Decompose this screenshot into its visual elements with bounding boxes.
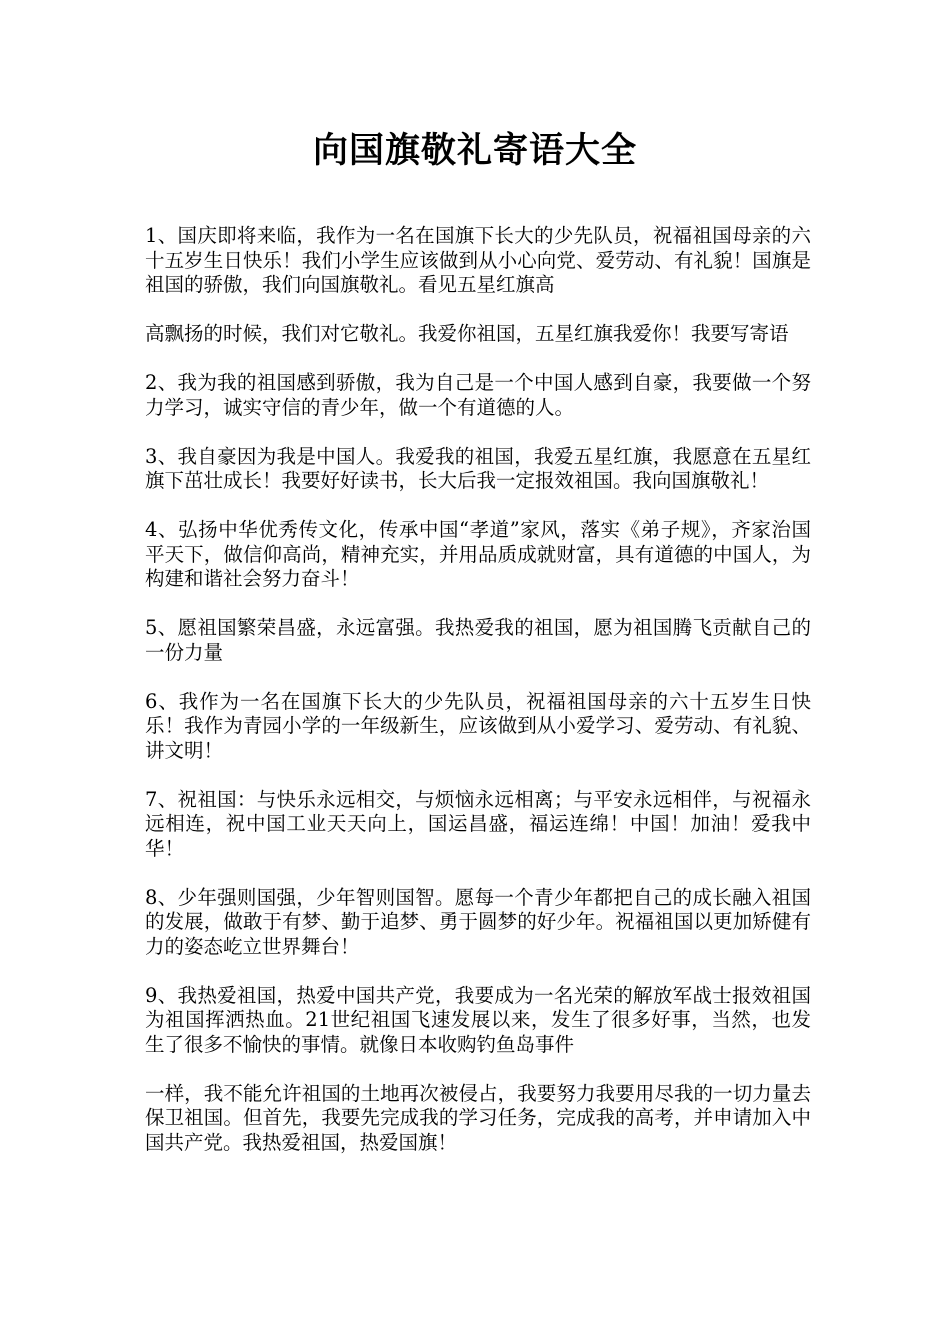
paragraph: 3、我自豪因为我是中国人。我爱我的祖国，我爱五星红旗，我愿意在五星红旗下茁壮成长！我要好好读书，长大后我一定报效祖国。我向国旗敬礼！ xyxy=(145,444,811,492)
paragraph: 6、我作为一名在国旗下长大的少先队员，祝福祖国母亲的六十五岁生日快乐！我作为青园小学的一年级新生，应该做到从小爱学习、爱劳动、有礼貌、讲文明！ xyxy=(145,689,811,762)
paragraph: 7、祝祖国：与快乐永远相交，与烦恼永远相离；与平安永远相伴，与祝福永远相连，祝中国工业天天向上，国运昌盛，福运连绵！中国！加油！爱我中华！ xyxy=(145,787,811,860)
paragraph: 高飘扬的时候，我们对它敬礼。我爱你祖国，五星红旗我爱你！我要写寄语 xyxy=(145,322,789,345)
paragraph: 一样，我不能允许祖国的土地再次被侵占，我要努力我要用尽我的一切力量去保卫祖国。但首先，我要先完成我的学习任务，完成我的高考，并申请加入中国共产党。我热爱祖国，热爱国旗！ xyxy=(145,1081,811,1154)
document-body xyxy=(145,224,811,1180)
document-title: 向国旗敬礼寄语大全 xyxy=(312,130,637,171)
paragraph: 9、我热爱祖国，热爱中国共产党，我要成为一名光荣的解放军战士报效祖国为祖国挥洒热血。21世纪祖国飞速发展以来，发生了很多好事，当然，也发生了很多不愉快的事情。就像日本收购钓鱼岛事件 xyxy=(145,983,811,1056)
paragraph: 5、愿祖国繁荣昌盛，永远富强。我热爱我的祖国，愿为祖国腾飞贡献自己的一份力量 xyxy=(145,616,811,664)
paragraph: 4、弘扬中华优秀传文化，传承中国“孝道”家风，落实《弟子规》，齐家治国平天下，做信仰高尚，精神充实，并用品质成就财富，具有道德的中国人，为构建和谐社会努力奋斗！ xyxy=(145,518,811,590)
paragraph: 2、我为我的祖国感到骄傲，我为自己是一个中国人感到自豪，我要做一个努力学习，诚实守信的青少年，做一个有道德的人。 xyxy=(145,371,811,419)
paragraph: 8、少年强则国强，少年智则国智。愿每一个青少年都把自己的成长融入祖国的发展，做敢于有梦、勤于追梦、勇于圆梦的好少年。祝福祖国以更加矫健有力的姿态屹立世界舞台！ xyxy=(145,885,811,958)
paragraph: 1、国庆即将来临，我作为一名在国旗下长大的少先队员，祝福祖国母亲的六十五岁生日快乐！我们小学生应该做到从小心向党、爱劳动、有礼貌！国旗是祖国的骄傲，我们向国旗敬礼。看见五星红旗高 xyxy=(145,224,811,296)
